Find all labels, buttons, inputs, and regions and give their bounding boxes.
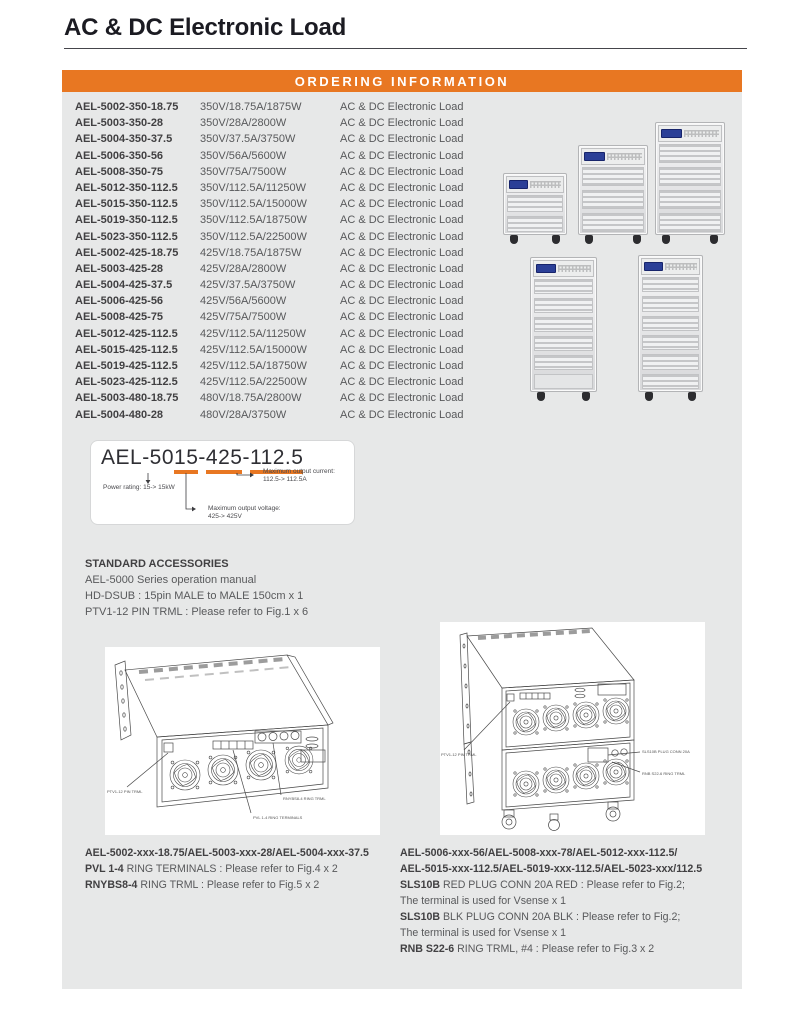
cabinet-vent	[659, 144, 721, 163]
table-row	[75, 342, 464, 358]
cell-model: AEL-5002-425-18.75	[75, 246, 179, 259]
product-photo-rack-a	[530, 257, 597, 402]
product-photo-cabinet-medium	[578, 145, 648, 245]
cabinet-keypad	[665, 263, 697, 270]
cell-description: AC & DC Electronic Load	[340, 230, 464, 243]
cell-rating: 350V/75A/7500W	[200, 165, 287, 178]
part-number: PVL 1-4	[85, 863, 124, 875]
power-rating-note: Power rating: 15-> 15kW	[103, 484, 175, 491]
cabinet-vent	[507, 216, 563, 233]
note-line	[85, 877, 369, 893]
cell-description: AC & DC Electronic Load	[340, 181, 464, 194]
cabinet-casters	[503, 235, 567, 245]
cell-rating: 350V/112.5A/15000W	[200, 198, 307, 211]
cell-rating: 425V/112.5A/18750W	[200, 360, 307, 372]
cell-rating: 350V/28A/2800W	[200, 117, 287, 130]
cell-model: AEL-5006-425-56	[75, 295, 164, 308]
cell-description: AC & DC Electronic Load	[340, 360, 464, 372]
cell-description: AC & DC Electronic Load	[340, 262, 464, 275]
cell-description: AC & DC Electronic Load	[340, 295, 464, 308]
current-note-line1: Maximum output current:	[263, 468, 335, 475]
table-row	[75, 358, 464, 374]
cabinet-casters	[638, 392, 703, 402]
cooling-fan	[513, 771, 539, 797]
cell-description: AC & DC Electronic Load	[340, 198, 464, 211]
caster-wheel	[645, 392, 653, 401]
drawing-label: SLS10B PLUG CONN 20A	[642, 749, 690, 754]
note-line	[400, 893, 702, 909]
cabinet-vent	[582, 213, 644, 232]
cell-rating: 350V/112.5A/11250W	[200, 181, 307, 194]
cell-model: AEL-5002-350-18.75	[75, 101, 179, 113]
cell-model: AEL-5004-425-37.5	[75, 279, 173, 292]
cabinet-display	[509, 180, 528, 189]
table-row	[75, 261, 464, 277]
caster-wheel	[688, 392, 696, 401]
drawing-label: PTV1-12 PIN TRML	[441, 752, 477, 757]
cell-rating: 425V/28A/2800W	[200, 262, 287, 275]
cabinet-casters	[578, 235, 648, 245]
cabinet-body	[530, 257, 597, 392]
cell-model: AEL-5003-350-28	[75, 117, 164, 130]
cabinet-keypad	[607, 153, 642, 160]
model-seg-voltage: 425	[206, 446, 243, 474]
cooling-fan	[285, 746, 313, 774]
accessory-item: PTV1-12 PIN TRML : Please refer to Fig.1 x 6	[85, 606, 309, 618]
cabinet-body	[578, 145, 648, 235]
table-row	[75, 229, 464, 245]
cell-model: AEL-5023-425-112.5	[75, 376, 178, 389]
cell-model: AEL-5004-480-28	[75, 408, 164, 421]
accessory-item: HD-DSUB : 15pin MALE to MALE 150cm x 1	[85, 590, 304, 602]
table-row	[75, 164, 464, 180]
cooling-fan	[513, 709, 539, 735]
cabinet-control-panel	[581, 148, 645, 165]
cell-model: AEL-5004-350-37.5	[75, 133, 173, 146]
drawing-label: RNB S22-6 RING TRML	[642, 771, 686, 776]
table-row	[75, 148, 464, 164]
cell-rating: 350V/18.75A/1875W	[200, 101, 302, 113]
cell-description: AC & DC Electronic Load	[340, 214, 464, 227]
accessories-heading: STANDARD ACCESSORIES	[85, 558, 229, 570]
cell-description: AC & DC Electronic Load	[340, 408, 464, 421]
cabinet-display	[584, 152, 605, 161]
note-line	[85, 861, 369, 877]
table-row	[75, 326, 464, 342]
cabinet-body	[503, 173, 567, 235]
table-row	[75, 99, 464, 115]
cabinet-display	[661, 129, 682, 138]
cell-rating: 425V/112.5A/22500W	[200, 376, 307, 389]
note-text: BLK PLUG CONN 20A BLK : Please refer to Fig.2;	[440, 911, 681, 923]
table-row	[75, 374, 464, 390]
cell-rating: 425V/56A/5600W	[200, 295, 287, 308]
note-text: The terminal is used for Vsense x 1	[400, 927, 567, 939]
current-note	[263, 468, 335, 484]
table-row	[75, 180, 464, 196]
cell-rating: 425V/112.5A/11250W	[200, 327, 307, 340]
cabinet-vent	[534, 355, 593, 370]
note-line	[400, 909, 702, 925]
cabinet-vent	[534, 336, 593, 351]
cabinet-vent	[659, 167, 721, 186]
cooling-fan	[573, 763, 599, 789]
cell-description: AC & DC Electronic Load	[340, 376, 464, 389]
cabinet-vent	[642, 316, 699, 331]
cell-description: AC & DC Electronic Load	[340, 101, 464, 113]
cabinet-control-panel	[533, 260, 594, 277]
caster-wheel	[510, 235, 518, 244]
caster-wheel	[662, 235, 670, 244]
part-number: SLS10B	[400, 911, 441, 923]
cell-model: AEL-5003-480-18.75	[75, 392, 179, 405]
note-text: RED PLUG CONN 20A RED : Please refer to Fig.2;	[440, 879, 685, 891]
cabinet-control-panel	[641, 258, 700, 275]
applicable-models: AEL-5015-xxx-112.5/AEL-5019-xxx-112.5/AEL-5023-xxx/112.5	[400, 863, 703, 875]
table-row	[75, 212, 464, 228]
cell-model: AEL-5015-425-112.5	[75, 343, 178, 356]
applicable-models: AEL-5006-xxx-56/AEL-5008-xxx-78/AEL-5012-xxx-112.5/	[400, 847, 678, 859]
note-text: The terminal is used for Vsense x 1	[400, 895, 567, 907]
cooling-fan	[543, 705, 569, 731]
current-note-line2: 112.5-> 112.5A	[263, 476, 307, 483]
cell-description: AC & DC Electronic Load	[340, 279, 464, 292]
cooling-fan	[603, 698, 629, 724]
table-row	[75, 309, 464, 325]
cell-description: AC & DC Electronic Load	[340, 133, 464, 146]
cabinet-vent	[642, 354, 699, 369]
note-text: RING TRML, #4 : Please refer to Fig.3 x 2	[454, 943, 655, 955]
drawing-label: RNYBS8-4 RING TRML	[283, 796, 326, 801]
cabinet-vent	[534, 317, 593, 332]
cooling-fan	[170, 760, 200, 790]
cooling-fan	[573, 702, 599, 728]
drawing-label: PTV1-12 PIN TRML	[107, 789, 143, 794]
cell-description: AC & DC Electronic Load	[340, 149, 464, 162]
cabinet-casters	[530, 392, 597, 402]
cell-rating: 350V/37.5A/3750W	[200, 133, 296, 146]
accessory-notes-right	[400, 845, 702, 957]
standard-accessories	[85, 556, 308, 620]
cabinet-vent	[642, 277, 699, 292]
voltage-note-line1: Maximum output voltage:	[208, 505, 281, 512]
table-row	[75, 115, 464, 131]
note-text: RING TRML : Please refer to Fig.5 x 2	[137, 879, 320, 891]
caster-wheel	[633, 235, 641, 244]
note-line	[400, 925, 702, 941]
cell-description: AC & DC Electronic Load	[340, 392, 464, 405]
technical-drawing-right	[440, 622, 705, 835]
caster-wheel	[710, 235, 718, 244]
accessory-item: AEL-5000 Series operation manual	[85, 574, 257, 586]
note-text: RING TERMINALS : Please refer to Fig.4 x 2	[123, 863, 338, 875]
cabinet-control-panel	[658, 125, 722, 142]
cooling-fan	[603, 759, 629, 785]
caster-wheel	[585, 235, 593, 244]
cell-description: AC & DC Electronic Load	[340, 246, 464, 259]
cooling-fan	[208, 755, 238, 785]
cell-description: AC & DC Electronic Load	[340, 327, 464, 340]
page-title: AC & DC Electronic Load	[64, 14, 347, 41]
cell-rating: 425V/18.75A/1875W	[200, 246, 302, 259]
caster-wheel	[552, 235, 560, 244]
cell-model: AEL-5006-350-56	[75, 149, 164, 162]
cabinet-display	[536, 264, 556, 273]
model-seg-dash: -	[242, 446, 250, 469]
cell-description: AC & DC Electronic Load	[340, 343, 464, 356]
ordering-table	[75, 99, 464, 423]
cabinet-vent	[534, 298, 593, 313]
table-row	[75, 390, 464, 406]
cell-rating: 350V/56A/5600W	[200, 149, 287, 162]
table-row	[75, 196, 464, 212]
cabinet-display	[644, 262, 663, 271]
cell-description: AC & DC Electronic Load	[340, 165, 464, 178]
table-row	[75, 245, 464, 261]
cell-rating: 425V/112.5A/15000W	[200, 343, 307, 356]
model-seg-current: 112.5	[250, 446, 304, 474]
cabinet-keypad	[530, 181, 561, 188]
table-row	[75, 407, 464, 423]
model-seg-dash: -	[198, 446, 206, 469]
cell-rating: 425V/37.5A/3750W	[200, 279, 296, 292]
voltage-note-line2: 425-> 425V	[208, 513, 242, 520]
note-line	[400, 941, 702, 957]
part-number: RNB S22-6	[400, 943, 455, 955]
cabinet-body	[655, 122, 725, 235]
section-header-bar	[62, 70, 742, 92]
model-breakdown-box	[90, 440, 355, 525]
cell-model: AEL-5019-350-112.5	[75, 214, 178, 227]
technical-drawing-left	[105, 647, 380, 835]
product-photo-cabinet-large	[655, 122, 725, 245]
drawing-label: PVL 1-4 RING TERMINALS	[253, 815, 303, 820]
cabinet-vent	[642, 296, 699, 311]
cell-description: AC & DC Electronic Load	[340, 117, 464, 130]
cabinet-body	[638, 255, 703, 392]
model-seg-prefix: AEL-50	[101, 446, 175, 469]
cell-rating: 480V/18.75A/2800W	[200, 392, 302, 405]
cell-model: AEL-5008-350-75	[75, 165, 164, 178]
cell-rating: 350V/112.5A/18750W	[200, 214, 307, 227]
cell-model: AEL-5023-350-112.5	[75, 230, 178, 243]
section-header-label: ORDERING INFORMATION	[294, 73, 510, 89]
cabinet-vent	[534, 279, 593, 294]
cell-model: AEL-5012-350-112.5	[75, 181, 178, 194]
note-line	[400, 877, 702, 893]
product-photo-cabinet-small	[503, 173, 567, 245]
cooling-fan	[246, 750, 276, 780]
cell-rating: 425V/75A/7500W	[200, 311, 287, 324]
applicable-models: AEL-5002-xxx-18.75/AEL-5003-xxx-28/AEL-5004-xxx-37.5	[85, 847, 369, 859]
cabinet-vent	[507, 195, 563, 212]
cabinet-casters	[655, 235, 725, 245]
cell-model: AEL-5012-425-112.5	[75, 327, 178, 340]
cabinet-vent	[659, 190, 721, 209]
cooling-fan	[543, 767, 569, 793]
cabinet-vent	[642, 335, 699, 350]
cabinet-blank-panel	[534, 374, 593, 389]
cell-description: AC & DC Electronic Load	[340, 311, 464, 324]
cell-rating: 480V/28A/3750W	[200, 408, 287, 421]
cell-model: AEL-5003-425-28	[75, 262, 164, 275]
cabinet-control-panel	[506, 176, 564, 193]
table-row	[75, 131, 464, 147]
product-photo-rack-b	[638, 255, 703, 402]
table-row	[75, 293, 464, 309]
cabinet-keypad	[684, 130, 719, 137]
cabinet-vent	[582, 167, 644, 186]
cabinet-vent	[642, 374, 699, 389]
cabinet-vent	[659, 213, 721, 232]
cell-model: AEL-5019-425-112.5	[75, 360, 178, 372]
accessory-notes-left	[85, 845, 369, 893]
table-row	[75, 277, 464, 293]
voltage-note	[208, 505, 281, 521]
cabinet-keypad	[558, 265, 591, 272]
part-number: RNYBS8-4	[85, 879, 138, 891]
part-number: SLS10B	[400, 879, 441, 891]
cell-model: AEL-5008-425-75	[75, 311, 164, 324]
cabinet-vent	[582, 190, 644, 209]
title-underline	[64, 48, 747, 49]
cell-model: AEL-5015-350-112.5	[75, 198, 178, 211]
caster-wheel	[537, 392, 545, 401]
cell-rating: 350V/112.5A/22500W	[200, 230, 307, 243]
caster-wheel	[582, 392, 590, 401]
model-seg-power: 15	[174, 446, 198, 474]
